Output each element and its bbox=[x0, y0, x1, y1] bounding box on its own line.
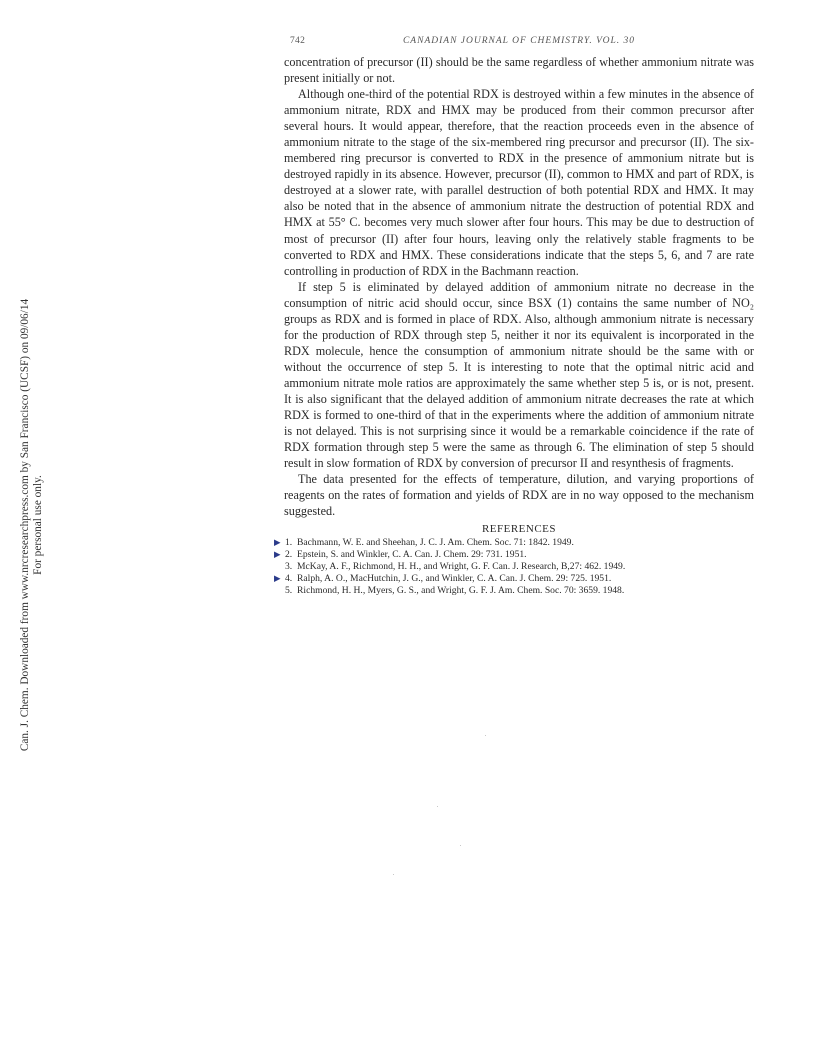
page-content bbox=[274, 36, 754, 596]
scan-speck bbox=[393, 874, 394, 875]
reference-list bbox=[274, 537, 754, 596]
body-text bbox=[284, 54, 754, 519]
paragraph: Although one-third of the potential RDX is destroyed within a few minutes in the absence of ammonium nitrate, RDX and HMX may be produced from their common precursor after several hours. It would appear, therefore, that the reaction proceeds even in the absence of ammonium nitrate to the stage of the six-membered ring precursor and precursor (II). The six-membered ring precursor is converted to RDX in the presence of ammonium nitrate but is destroyed rapidly in its absence. However, precursor (II), common to HMX and part of RDX, is destroyed at a slower rate, with parallel destruction of both potential RDX and HMX. It may also be noted that in the absence of ammonium nitrate the destruction of potential RDX and HMX at 55° C. becomes very much slower after four hours. This may be due to destruction of most of precursor (II) after four hours, leaving only the relatively stable fragments to be converted to RDX and HMX. These considerations indicate that the steps 5, 6, and 7 are rate controlling in production of RDX in the Bachmann reaction. bbox=[284, 87, 754, 278]
paragraph: concentration of precursor (II) should be the same regardless of whether ammonium nitrate was present initially or not. bbox=[284, 55, 754, 86]
paragraph: The data presented for the effects of temperature, dilution, and varying proportions of reagents on the rates of formation and yields of RDX are in no way opposed to the mechanism suggested. bbox=[284, 472, 754, 519]
personal-use-notice: For personal use only. bbox=[32, 475, 44, 575]
reference-item[interactable] bbox=[274, 537, 754, 549]
reference-item[interactable] bbox=[274, 572, 754, 585]
reference-number: 1. bbox=[285, 537, 293, 549]
reference-text: McKay, A. F., Richmond, H. H., and Wright, G. F. Can. J. Research, B,27: 462. 1949. bbox=[297, 560, 626, 572]
reference-item bbox=[284, 585, 754, 597]
reference-text: Bachmann, W. E. and Sheehan, J. C. J. Am. Chem. Soc. 71: 1842. 1949. bbox=[297, 537, 574, 549]
running-head bbox=[284, 36, 754, 54]
journal-title: CANADIAN JOURNAL OF CHEMISTRY. VOL. 30 bbox=[402, 36, 636, 46]
references-heading: REFERENCES bbox=[481, 523, 557, 536]
reference-text: Richmond, H. H., Myers, G. S., and Wright, G. F. J. Am. Chem. Soc. 70: 3659. 1948. bbox=[297, 584, 625, 596]
reference-item[interactable] bbox=[274, 549, 754, 561]
scan-speck bbox=[460, 845, 461, 846]
link-arrow-icon[interactable]: ▶ bbox=[274, 549, 281, 560]
reference-text: Ralph, A. O., MacHutchin, J. G., and Winkler, C. A. Can. J. Chem. 29: 725. 1951. bbox=[297, 572, 612, 584]
reference-number: 4. bbox=[285, 572, 293, 584]
link-arrow-icon[interactable]: ▶ bbox=[274, 572, 281, 583]
link-arrow-icon[interactable]: ▶ bbox=[274, 537, 281, 548]
paragraph: If step 5 is eliminated by delayed addition of ammonium nitrate no decrease in the consumption of nitric acid should occur, since BSX (1) contains the same number of NO₂ groups as RDX and is formed in place of RDX. Also, although ammonium nitrate is necessary for the production of RDX through step 5, neither it nor its equivalent is incorporated in the RDX molecule, hence the consumption of ammonium nitrate should be the same with or without the occurrence of step 5. It is interesting to note that the optimal nitric acid and ammonium nitrate mole ratios are approximately the same whether step 5 is, or is not, present. It is also significant that the delayed addition of ammonium nitrate decreases the rate at which RDX is formed to one-third of that in the experiments where the addition of ammonium nitrate is not delayed. This is not surprising since it would be a remarkable coincidence if the rate of RDX formation through step 5 were the same as through 6. The elimination of step 5 should result in slow formation of RDX by conversion of precursor II and resynthesis of fragments. bbox=[284, 279, 754, 471]
reference-number: 2. bbox=[285, 549, 293, 561]
scan-speck bbox=[437, 806, 438, 807]
reference-number: 3. bbox=[285, 560, 293, 572]
download-notice bbox=[2, 230, 62, 820]
reference-item bbox=[284, 561, 754, 573]
reference-text: Epstein, S. and Winkler, C. A. Can. J. Chem. 29: 731. 1951. bbox=[297, 549, 527, 561]
scan-speck bbox=[485, 735, 486, 736]
download-notice-line: Can. J. Chem. Downloaded from www.nrcresearchpress.com by San Francisco (UCSF) on 09/06/14 bbox=[19, 298, 31, 752]
page-number: 742 bbox=[290, 36, 306, 46]
reference-number: 5. bbox=[285, 584, 293, 596]
